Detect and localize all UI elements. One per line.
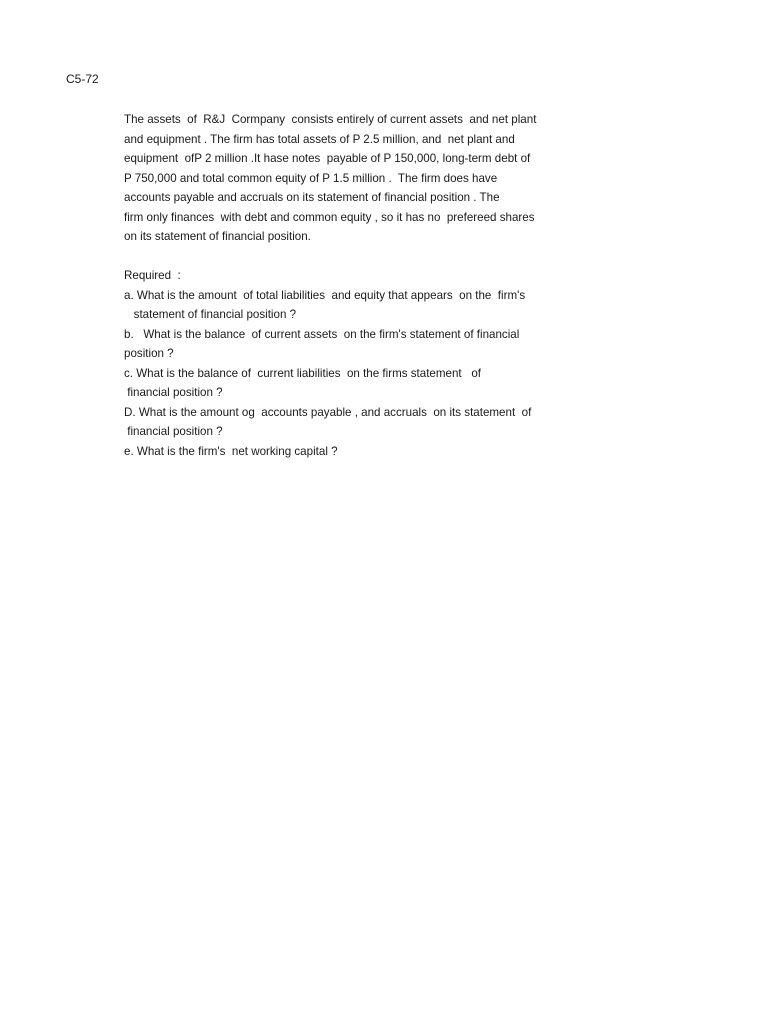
blank-line bbox=[124, 247, 584, 267]
paragraph-line: P 750,000 and total common equity of P 1.5 million . The firm does have bbox=[124, 171, 498, 185]
paragraph-line: and equipment . The firm has total assets of P 2.5 million, and net plant and bbox=[124, 132, 515, 146]
question-line: financial position ? bbox=[124, 425, 223, 438]
question-line: b. What is the balance of current assets on the firm's statement of financial bbox=[124, 327, 520, 341]
paragraph-line: accounts payable and accruals on its statement of financial position . The bbox=[124, 191, 500, 204]
question-line: e. What is the firm's net working capital ? bbox=[124, 444, 338, 458]
paragraph-line: The assets of R&J Cormpany consists entirely of current assets and net plant bbox=[124, 113, 537, 126]
paragraph-line: equipment ofP 2 million .It hase notes payable of P 150,000, long-term debt of bbox=[124, 152, 531, 165]
questions-list bbox=[124, 286, 584, 462]
paragraph-line: firm only finances with debt and common equity , so it has no prefereed shares bbox=[124, 210, 535, 224]
paragraph-line: on its statement of financial position. bbox=[124, 230, 311, 243]
question-line: position ? bbox=[124, 347, 174, 360]
question-line: c. What is the balance of current liabilities on the firms statement of bbox=[124, 366, 481, 380]
problem-paragraph bbox=[124, 110, 584, 247]
question-line: financial position ? bbox=[124, 386, 223, 399]
required-heading: Required : bbox=[124, 269, 181, 282]
question-line: D. What is the amount og accounts payable , and accruals on its statement of bbox=[124, 405, 532, 419]
question-line: statement of financial position ? bbox=[124, 308, 297, 321]
document-id-label: C5-72 bbox=[66, 72, 99, 86]
question-line: a. What is the amount of total liabilities and equity that appears on the firm's bbox=[124, 288, 526, 302]
problem-content bbox=[124, 110, 584, 461]
